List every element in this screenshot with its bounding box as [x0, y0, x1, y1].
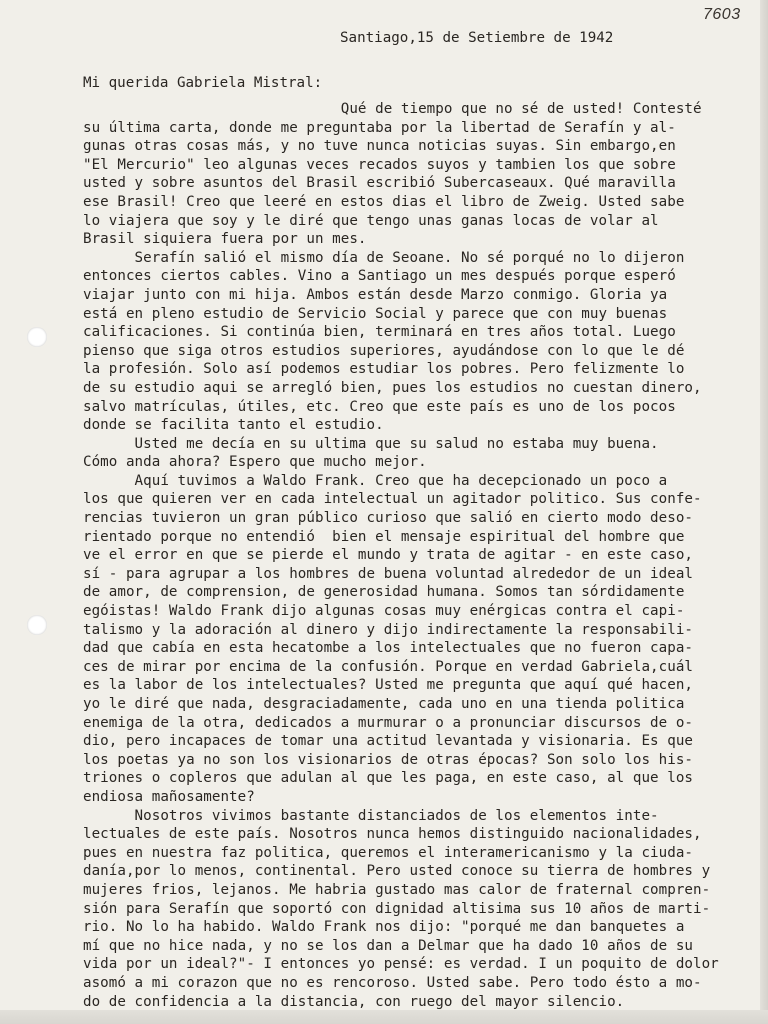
- letter-line: salvo matrículas, útiles, etc. Creo que este país es uno de los pocos: [83, 398, 676, 415]
- letter-line: triones o copleros que adulan al que les paga, en este caso, al que los: [83, 770, 694, 787]
- letter-line: vida por un ideal?"- I entonces yo pensé: es verdad. I un poquito de dolor: [83, 956, 719, 973]
- letter-line: mujeres frios, lejanos. Me habria gustado mas calor de fraternal compren-: [83, 881, 711, 898]
- dateline: Santiago,15 de Setiembre de 1942: [340, 30, 614, 46]
- letter-line: rio. No lo ha habido. Waldo Frank nos dijo: "porqué me dan banquetes a: [83, 919, 685, 936]
- letter-line: rientado porque no entendió bien el mensaje espiritual del hombre que: [83, 528, 685, 545]
- letter-line: pues en nuestra faz politica, queremos el interamericanismo y la ciuda-: [83, 844, 694, 861]
- letter-line: Brasil siquiera fuera por un mes.: [83, 231, 367, 248]
- letter-line: ese Brasil! Creo que leeré en estos dias el libro de Zweig. Usted sabe: [83, 193, 685, 210]
- letter-line: sión para Serafín que soportó con dignidad altisima sus 10 años de marti-: [83, 900, 711, 917]
- letter-body: [83, 100, 753, 1011]
- letter-line: es la labor de los intelectuales? Usted me pregunta que aquí qué hacen,: [83, 677, 694, 694]
- letter-line: endiosa mañosamente?: [83, 788, 255, 805]
- letter-line: Qué de tiempo que no sé de usted! Contesté: [83, 101, 702, 117]
- punch-hole-bottom: [27, 615, 47, 635]
- letter-line: entonces ciertos cables. Vino a Santiago un mes después porque esperó: [83, 268, 676, 285]
- letter-line: calificaciones. Si continúa bien, terminará en tres años total. Luego: [83, 324, 676, 341]
- letter-line: dad que cabía en esta hecatombe a los intelectuales que no fueron capa-: [83, 640, 694, 657]
- salutation: Mi querida Gabriela Mistral:: [83, 75, 323, 91]
- letter-line: los poetas ya no son los visionarios de otras épocas? Son solo los his-: [83, 751, 694, 768]
- letter-line: talismo y la adoración al dinero y dijo indirectamente la responsabili-: [83, 621, 694, 638]
- letter-line: ces de mirar por encima de la confusión. Porque en verdad Gabriela,cuál: [83, 658, 694, 675]
- letter-line: rencias tuvieron un gran público curioso que salió en cierto modo deso-: [83, 510, 694, 527]
- letter-line: gunas otras cosas más, y no tuve nunca noticias suyas. Sin embargo,en: [83, 138, 676, 155]
- letter-line: sí - para agrupar a los hombres de buena voluntad alrededor de un ideal: [83, 565, 694, 582]
- letter-line: de su estudio aqui se arregló bien, pues los estudios no cuestan dinero,: [83, 379, 702, 396]
- letter-line: donde se facilita tanto el estudio.: [83, 417, 384, 434]
- archive-number: 7603: [703, 6, 741, 23]
- letter-line: Nosotros vivimos bastante distanciados de los elementos inte-: [83, 807, 659, 824]
- letter-line: su última carta, donde me preguntaba por la libertad de Serafín y al-: [83, 119, 676, 136]
- letter-line: viajar junto con mi hija. Ambos están desde Marzo conmigo. Gloria ya: [83, 286, 668, 303]
- letter-line: do de confidencia a la distancia, con ruego del mayor silencio.: [83, 993, 625, 1010]
- letter-line: Usted me decía en su ultima que su salud no estaba muy buena.: [83, 435, 659, 452]
- letter-line: la profesión. Solo así podemos estudiar los pobres. Pero felizmente lo: [83, 361, 685, 378]
- letter-line: dio, pero incapaces de tomar una actitud levantada y visionaria. Es que: [83, 733, 694, 750]
- letter-line: pienso que siga otros estudios superiores, ayudándose con lo que le dé: [83, 342, 685, 359]
- letter-line: usted y sobre asuntos del Brasil escribió Subercaseaux. Qué maravilla: [83, 175, 676, 192]
- letter-line: lo viajera que soy y le diré que tengo unas ganas locas de volar al: [83, 212, 659, 229]
- letter-line: yo le diré que nada, desgraciadamente, cada uno en una tienda politica: [83, 696, 685, 712]
- letter-line: los que quieren ver en cada intelectual un agitador politico. Sus confe-: [83, 491, 702, 508]
- letter-line: Cómo anda ahora? Espero que mucho mejor.: [83, 454, 427, 471]
- letter-line: "El Mercurio" leo algunas veces recados suyos y tambien los que sobre: [83, 156, 676, 173]
- letter-line: asomó a mi corazon que no es rencoroso. Usted sabe. Pero todo ésto a mo-: [83, 974, 702, 991]
- letter-line: Aquí tuvimos a Waldo Frank. Creo que ha decepcionado un poco a: [83, 472, 668, 489]
- letter-line: enemiga de la otra, dedicados a murmurar o a pronunciar discursos de o-: [83, 714, 694, 731]
- letter-line: egóistas! Waldo Frank dijo algunas cosas muy enérgicas contra el capi-: [83, 603, 685, 620]
- letter-line: mí que no hice nada, y no se los dan a Delmar que ha dado 10 años de su: [83, 937, 694, 954]
- letter-line: de amor, de comprension, de generosidad humana. Somos tan sórdidamente: [83, 584, 685, 601]
- letter-line: lectuales de este país. Nosotros nunca hemos distinguido nacionalidades,: [83, 826, 702, 843]
- letter-line: Serafín salió el mismo día de Seoane. No sé porqué no lo dijeron: [83, 249, 685, 266]
- letter-line: ve el error en que se pierde el mundo y trata de agitar - en este caso,: [83, 547, 694, 564]
- letter-line: está en pleno estudio de Servicio Social y parece que con muy buenas: [83, 305, 668, 322]
- page-edge: [760, 0, 768, 1024]
- punch-hole-top: [27, 327, 47, 347]
- letter-line: danía,por lo menos, continental. Pero usted conoce su tierra de hombres y: [83, 863, 711, 880]
- page-bottom-edge: [0, 1010, 768, 1024]
